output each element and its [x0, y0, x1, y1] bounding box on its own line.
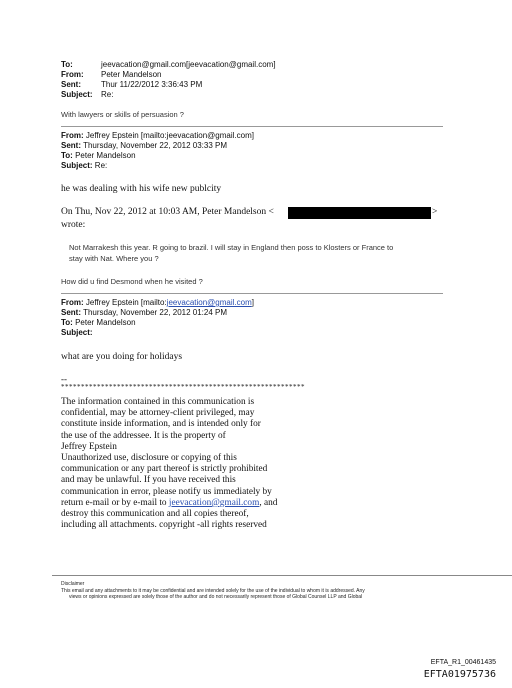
conf-line-7: communication or any part thereof is strictly prohibited — [61, 464, 268, 475]
conf-line-9: communication in error, please notify us immediately by — [61, 486, 272, 497]
conf-line-5: Jeffrey Epstein — [61, 441, 117, 452]
quote-intro-line — [61, 207, 274, 217]
email2-header — [61, 298, 254, 338]
email1-from-label: From: — [61, 131, 84, 140]
email2-from-post: ] — [251, 298, 254, 307]
sig-stars: ************************************************************* — [61, 383, 305, 391]
email1-subject-value: Re: — [94, 161, 108, 170]
conf-line-10 — [61, 498, 277, 509]
conf-line-3: constitute inside information, and is intended only for — [61, 419, 261, 430]
conf-line-12: including all attachments. copyright -all rights reserved — [61, 520, 267, 531]
bates-number-1: EFTA_R1_00461435 — [430, 659, 496, 666]
email1-to-label: To: — [61, 151, 73, 160]
conf-line-1: The information contained in this communication is — [61, 397, 255, 407]
top-message: With lawyers or skills of persuasion ? — [61, 110, 184, 119]
email2-to-label: To: — [61, 318, 73, 327]
from-label: From: — [61, 70, 84, 79]
to-value: jeevacation@gmail.com[jeevacation@gmail.com] — [101, 60, 276, 69]
subject-label: Subject: — [61, 90, 93, 99]
email2-sent-label: Sent: — [61, 308, 81, 317]
sig-dashes: -- — [61, 374, 67, 384]
email2-body: what are you doing for holidays — [61, 352, 183, 362]
email1-body: he was dealing with his wife new publcity — [61, 184, 222, 194]
quote-intro-text: On Thu, Nov 22, 2012 at 10:03 AM, Peter Mandelson < — [61, 207, 274, 217]
divider-1 — [61, 126, 443, 127]
email1-sent-value: Thursday, November 22, 2012 03:33 PM — [83, 141, 228, 150]
redaction-box — [288, 207, 431, 219]
email2-from-pre: Jeffrey Epstein [mailto: — [85, 298, 167, 307]
sent-value: Thur 11/22/2012 3:36:43 PM — [101, 80, 203, 89]
email2-subject-label: Subject: — [61, 328, 93, 337]
email1-from-value: Jeffrey Epstein [mailto:jeevacation@gmail.com] — [85, 131, 254, 140]
conf-line-4: the use of the addressee. It is the property of — [61, 430, 226, 441]
quote-intro-wrote: wrote: — [61, 220, 86, 230]
disclaimer-line-2: views or opinions expressed are solely those of the author and do not necessarily represent those of Global Counsel LLP and Global — [69, 594, 363, 600]
email1-subject-label: Subject: — [61, 161, 93, 170]
from-value: Peter Mandelson — [101, 70, 162, 79]
disclaimer-line-1: This email and any attachments to it may be confidential and are intended solely for the use of the individual to whom it is addressed. Any — [61, 587, 365, 594]
quoted-line-2: stay with Nat. Where you ? — [69, 254, 159, 263]
email2-sent-value: Thursday, November 22, 2012 01:24 PM — [83, 308, 228, 317]
email1-sent-label: Sent: — [61, 141, 81, 150]
email2-from-label: From: — [61, 298, 84, 307]
divider-2 — [61, 293, 443, 294]
email2-to-value: Peter Mandelson — [75, 318, 136, 327]
email1-header — [61, 131, 254, 171]
sent-label: Sent: — [61, 80, 81, 89]
conf-link-pre: return e-mail or by e-mail to — [61, 497, 169, 508]
email1-to-value: Peter Mandelson — [75, 151, 136, 160]
to-label: To: — [61, 60, 73, 69]
subject-value: Re: — [101, 90, 114, 99]
conf-email-link[interactable]: jeevacation@gmail.com — [168, 497, 260, 508]
quote-intro-end: > — [432, 207, 438, 217]
question-line: How did u find Desmond when he visited ? — [61, 277, 203, 286]
footer-disclaimer — [61, 581, 365, 601]
quoted-line-1: Not Marrakesh this year. R going to brazil. I will stay in England then poss to Klosters or France to — [69, 243, 394, 252]
conf-link-post: , and — [259, 497, 278, 508]
conf-line-6: Unauthorized use, disclosure or copying of this — [61, 453, 237, 464]
conf-line-11: destroy this communication and all copies thereof, — [61, 509, 249, 520]
footer-divider — [52, 575, 512, 576]
confidentiality-notice — [61, 397, 277, 531]
top-header — [61, 60, 276, 100]
disclaimer-title: Disclaimer — [61, 581, 85, 587]
email2-from-link[interactable]: jeevacation@gmail.com — [166, 298, 252, 307]
conf-line-8: and may be unlawful. If you have received this — [61, 475, 236, 486]
bates-number-2: EFTA01975736 — [423, 669, 496, 680]
conf-line-2: confidential, may be attorney-client privileged, may — [61, 408, 255, 419]
